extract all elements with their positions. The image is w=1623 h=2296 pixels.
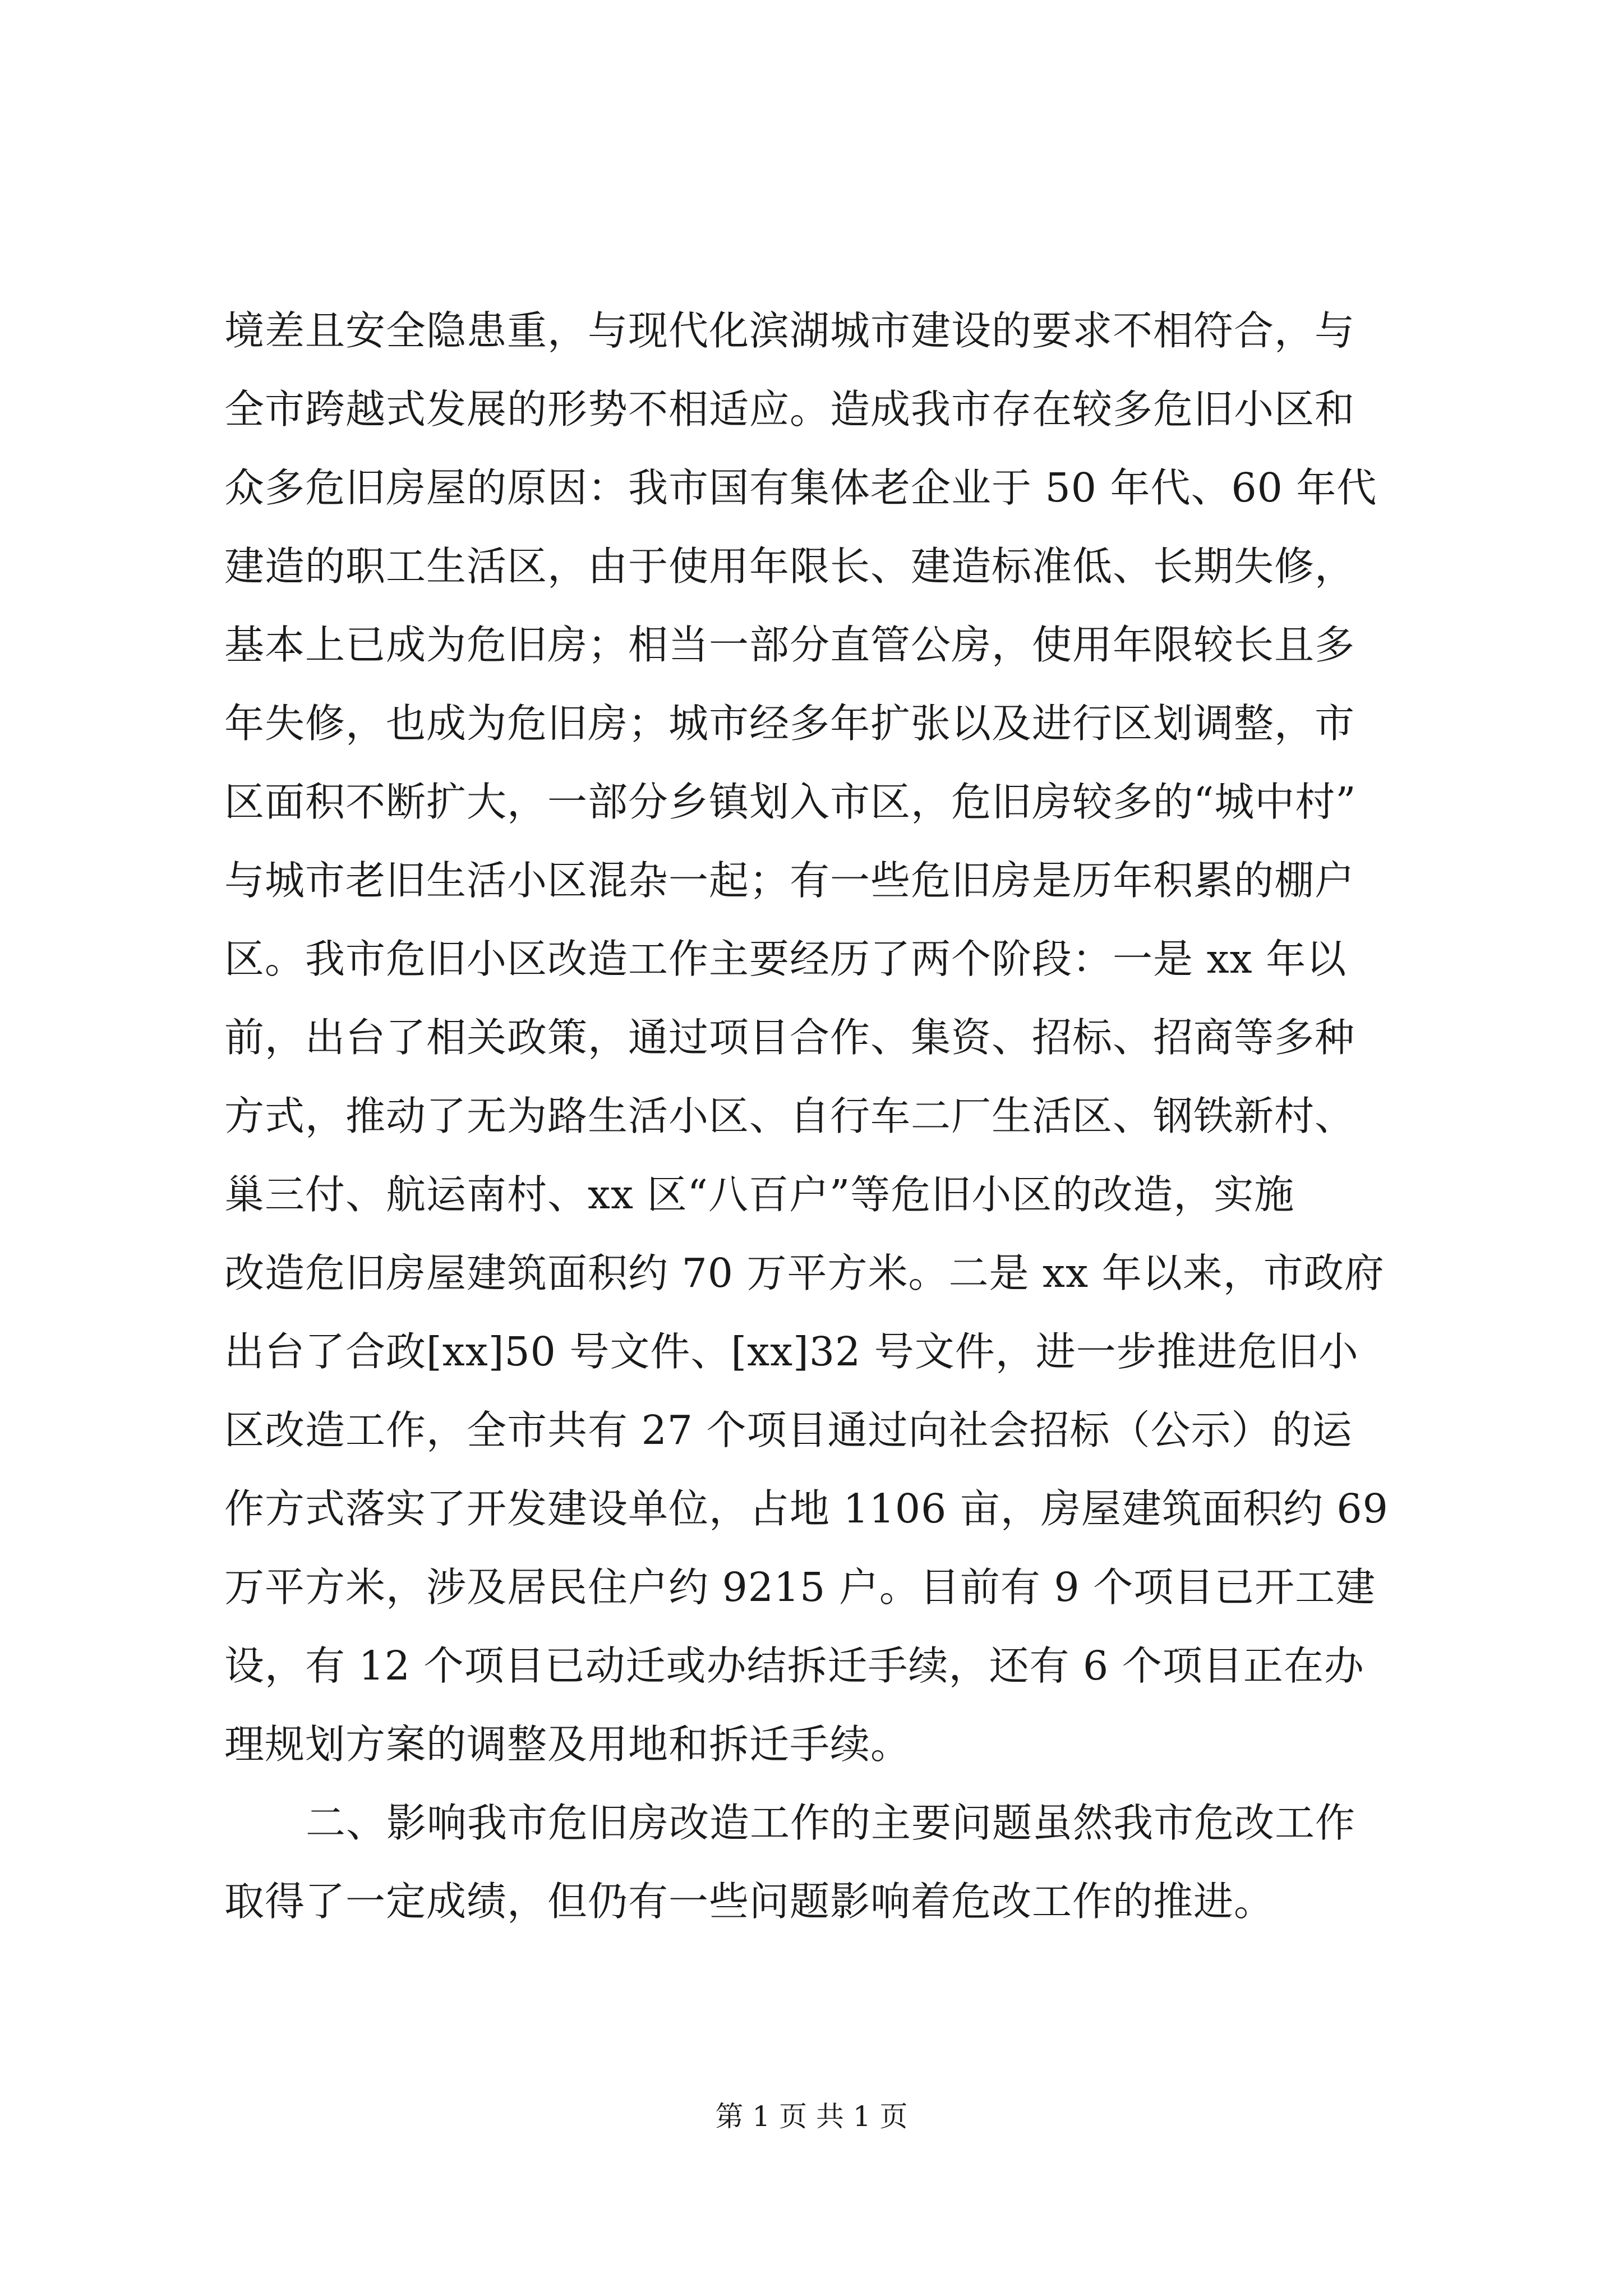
- text-line: 区面积不断扩大，一部分乡镇划入市区，危旧房较多的“城中村”: [224, 779, 1357, 825]
- text-line: 理规划方案的调整及用地和拆迁手续。: [224, 1721, 911, 1768]
- text-line: 建造的职工生活区，由于使用年限长、建造标准低、长期失修，: [224, 543, 1355, 590]
- text-line: 巢三付、航运南村、xx 区“八百户”等危旧小区的改造，实施: [224, 1171, 1295, 1218]
- page-footer: 第 1 页 共 1 页: [715, 2100, 908, 2133]
- text-line: 区改造工作，全市共有 27 个项目通过向社会招标（公示）的运: [224, 1407, 1353, 1453]
- text-line: 全市跨越式发展的形势不相适应。造成我市存在较多危旧小区和: [224, 386, 1355, 432]
- text-line: 设，有 12 个项目已动迁或办结拆迁手续，还有 6 个项目正在办: [224, 1642, 1364, 1689]
- text-line: 改造危旧房屋建筑面积约 70 万平方米。二是 xx 年以来，市政府: [224, 1250, 1385, 1296]
- text-line: 万平方米，涉及居民住户约 9215 户。目前有 9 个项目已开工建: [224, 1564, 1376, 1611]
- text-line: 年失修，也成为危旧房；城市经多年扩张以及进行区划调整，市: [224, 700, 1355, 747]
- paragraph-heading-line: 二、影响我市危旧房改造工作的主要问题虽然我市危改工作: [306, 1800, 1356, 1846]
- text-line: 方式，推动了无为路生活小区、自行车二厂生活区、钢铁新村、: [224, 1093, 1355, 1139]
- text-line: 区。我市危旧小区改造工作主要经历了两个阶段：一是 xx 年以: [224, 936, 1347, 982]
- text-line: 境差且安全隐患重，与现代化滨湖城市建设的要求不相符合，与: [224, 307, 1355, 354]
- text-line: 与城市老旧生活小区混杂一起；有一些危旧房是历年积累的棚户: [224, 857, 1355, 904]
- text-line: 众多危旧房屋的原因：我市国有集体老企业于 50 年代、60 年代: [224, 464, 1377, 511]
- text-line: 出台了合政[xx]50 号文件、[xx]32 号文件，进一步推进危旧小: [224, 1328, 1359, 1375]
- text-line: 取得了一定成绩，但仍有一些问题影响着危改工作的推进。: [224, 1878, 1275, 1925]
- text-line: 前，出台了相关政策，通过项目合作、集资、招标、招商等多种: [224, 1014, 1355, 1061]
- text-line: 作方式落实了开发建设单位，占地 1106 亩，房屋建筑面积约 69: [224, 1485, 1389, 1532]
- text-line: 基本上已成为危旧房；相当一部分直管公房，使用年限较长且多: [224, 622, 1355, 668]
